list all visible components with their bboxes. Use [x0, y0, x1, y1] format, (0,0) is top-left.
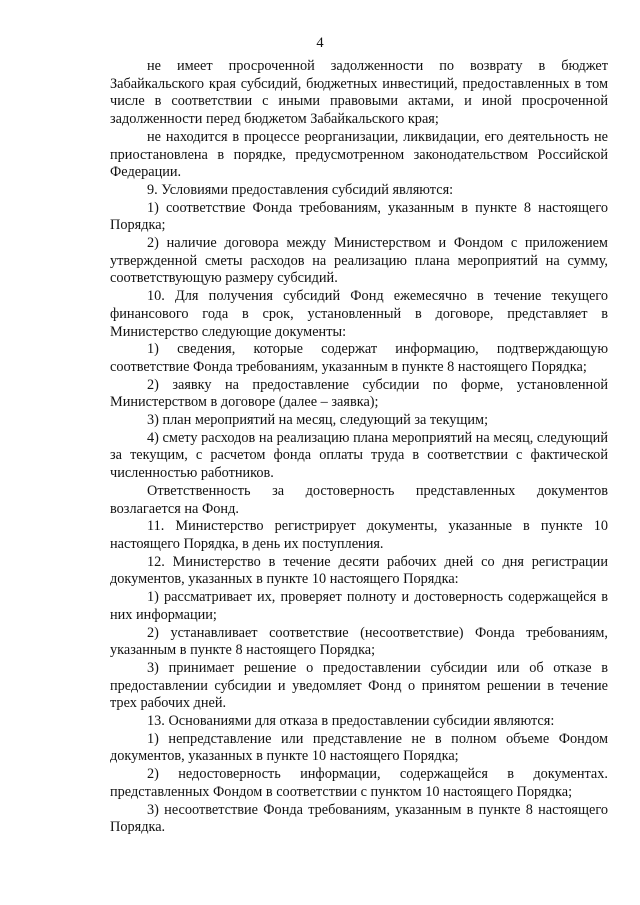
- paragraph-section-9-heading: 9. Условиями предоставления субсидий являются:: [147, 181, 454, 198]
- paragraph-section-10-item-2: 2) заявку на предоставление субсидии по форме, установленной Министерством в договоре (далее – заявка);: [110, 376, 608, 411]
- paragraph-responsibility: Ответственность за достоверность представленных документов возлагается на Фонд.: [110, 482, 608, 517]
- paragraph-section-10-item-3: 3) план мероприятий на месяц, следующий за текущим;: [147, 412, 489, 429]
- paragraph-section-13-item-1: 1) непредставление или представление не в полном объеме Фондом документов, указанных в пункте 10 настоящего Порядка;: [110, 730, 608, 765]
- paragraph-section-10-heading: 10. Для получения субсидий Фонд ежемесячно в течение текущего финансового года в срок, установленный в договоре, представляет в Министерство следующие документы:: [110, 288, 608, 340]
- paragraph-section-10-item-1: 1) сведения, которые содержат информацию, подтверждающую соответствие Фонда требованиям, указанным в пункте 8 настоящего Порядка;: [110, 341, 608, 375]
- paragraph-section-11: 11. Министерство регистрирует документы, указанные в пункте 10 настоящего Порядка, в день их поступления.: [110, 518, 608, 552]
- paragraph-section-10-item-4: 4) смету расходов на реализацию плана мероприятий на месяц, следующий за текущим, с расчетом фонда оплаты труда в соответствии с фактической численностью работников.: [110, 429, 608, 482]
- paragraph-creditor-debt: не имеет просроченной задолженности по возврату в бюджет Забайкальского края субсидий, бюджетных инвестиций, предоставленных в том числе в соответствии с иными правовыми актами, и иной просроченной задолженности перед бюджетом Забайкальского края;: [110, 58, 608, 128]
- paragraph-section-13-item-3: 3) несоответствие Фонда требованиям, указанным в пункте 8 настоящего Порядка.: [110, 801, 608, 836]
- paragraph-section-13-heading: 13. Основаниями для отказа в предоставлении субсидии являются:: [147, 713, 555, 730]
- paragraph-no-reorganization: не находится в процессе реорганизации, ликвидации, его деятельность не приостановлена в порядке, предусмотренном законодательством Российской Федерации.: [110, 128, 608, 181]
- paragraph-section-12-heading: 12. Министерство в течение десяти рабочих дней со дня регистрации документов, указанных в пункте 10 настоящего Порядка:: [110, 553, 608, 588]
- paragraph-section-9-item-2: 2) наличие договора между Министерством и Фондом с приложением утвержденной сметы расходов на реализацию плана мероприятий на сумму, соответствующую размеру субсидий.: [110, 235, 608, 287]
- paragraph-section-9-item-1: 1) соответствие Фонда требованиям, указанным в пункте 8 настоящего Порядка;: [110, 199, 608, 234]
- page-number: 4: [316, 35, 324, 51]
- paragraph-section-13-item-2: 2) недостоверность информации, содержащейся в документах. представленных Фондом в соответствии с пунктом 10 настоящего Порядка;: [110, 766, 608, 800]
- paragraph-section-12-item-1: 1) рассматривает их, проверяет полноту и достоверность содержащейся в них информации;: [110, 589, 608, 623]
- paragraph-section-12-item-3: 3) принимает решение о предоставлении субсидии или об отказе в предоставлении субсидии и уведомляет Фонд о принятом решении в течение трех рабочих дней.: [110, 659, 608, 712]
- body-text: [110, 58, 608, 837]
- paragraph-section-12-item-2: 2) устанавливает соответствие (несоответствие) Фонда требованиям, указанным в пункте 8 настоящего Порядка;: [110, 624, 608, 659]
